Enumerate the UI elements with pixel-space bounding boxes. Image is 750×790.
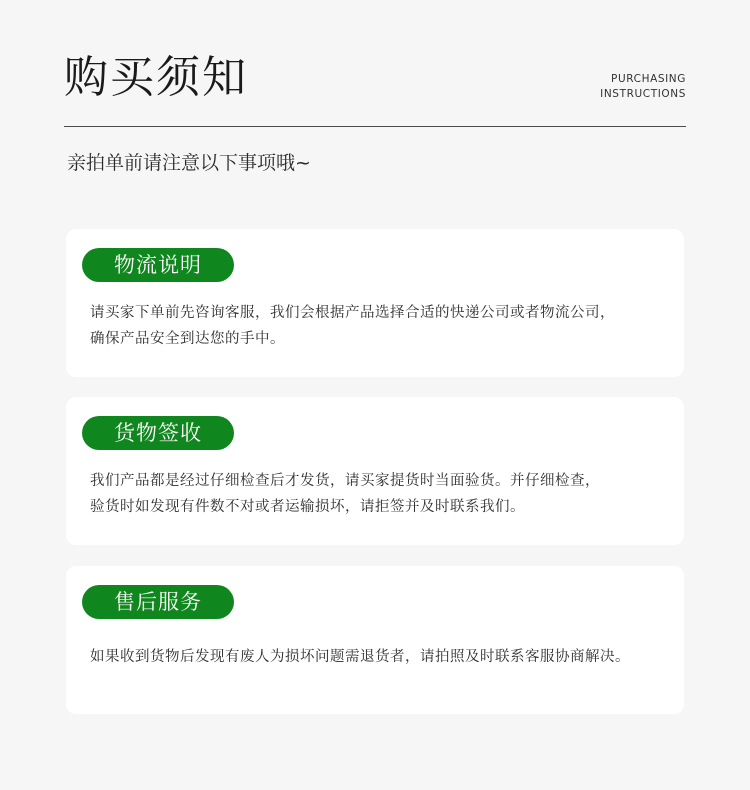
section-body-line: 我们产品都是经过仔细检查后才发货，请买家提货时当面验货。并仔细检查，: [90, 473, 600, 489]
intro-text: 亲拍单前请注意以下事项哦~: [67, 152, 311, 174]
english-subtitle-line-2: INSTRUCTIONS: [600, 88, 686, 100]
page-title: 购买须知: [64, 52, 248, 103]
section-title-badge: 售后服务: [82, 585, 234, 619]
section-title-badge: 物流说明: [82, 248, 234, 282]
section-body: [90, 644, 670, 670]
section-body-line: 确保产品安全到达您的手中。: [90, 331, 285, 347]
section-card-logistics: [66, 229, 684, 377]
english-subtitle: [600, 72, 686, 102]
section-card-after-sales: [66, 566, 684, 714]
section-body-line: 请买家下单前先咨询客服，我们会根据产品选择合适的快递公司或者物流公司，: [90, 305, 615, 321]
section-title-badge: 货物签收: [82, 416, 234, 450]
section-body: [90, 300, 670, 352]
page-header: [64, 50, 686, 110]
section-body-line: 如果收到货物后发现有废人为损坏问题需退货者，请拍照及时联系客服协商解决。: [90, 649, 630, 665]
header-divider: [64, 126, 686, 127]
section-card-receipt: [66, 397, 684, 545]
english-subtitle-line-1: PURCHASING: [611, 73, 686, 85]
section-body-line: 验货时如发现有件数不对或者运输损坏，请拒签并及时联系我们。: [90, 499, 525, 515]
section-body: [90, 468, 670, 520]
